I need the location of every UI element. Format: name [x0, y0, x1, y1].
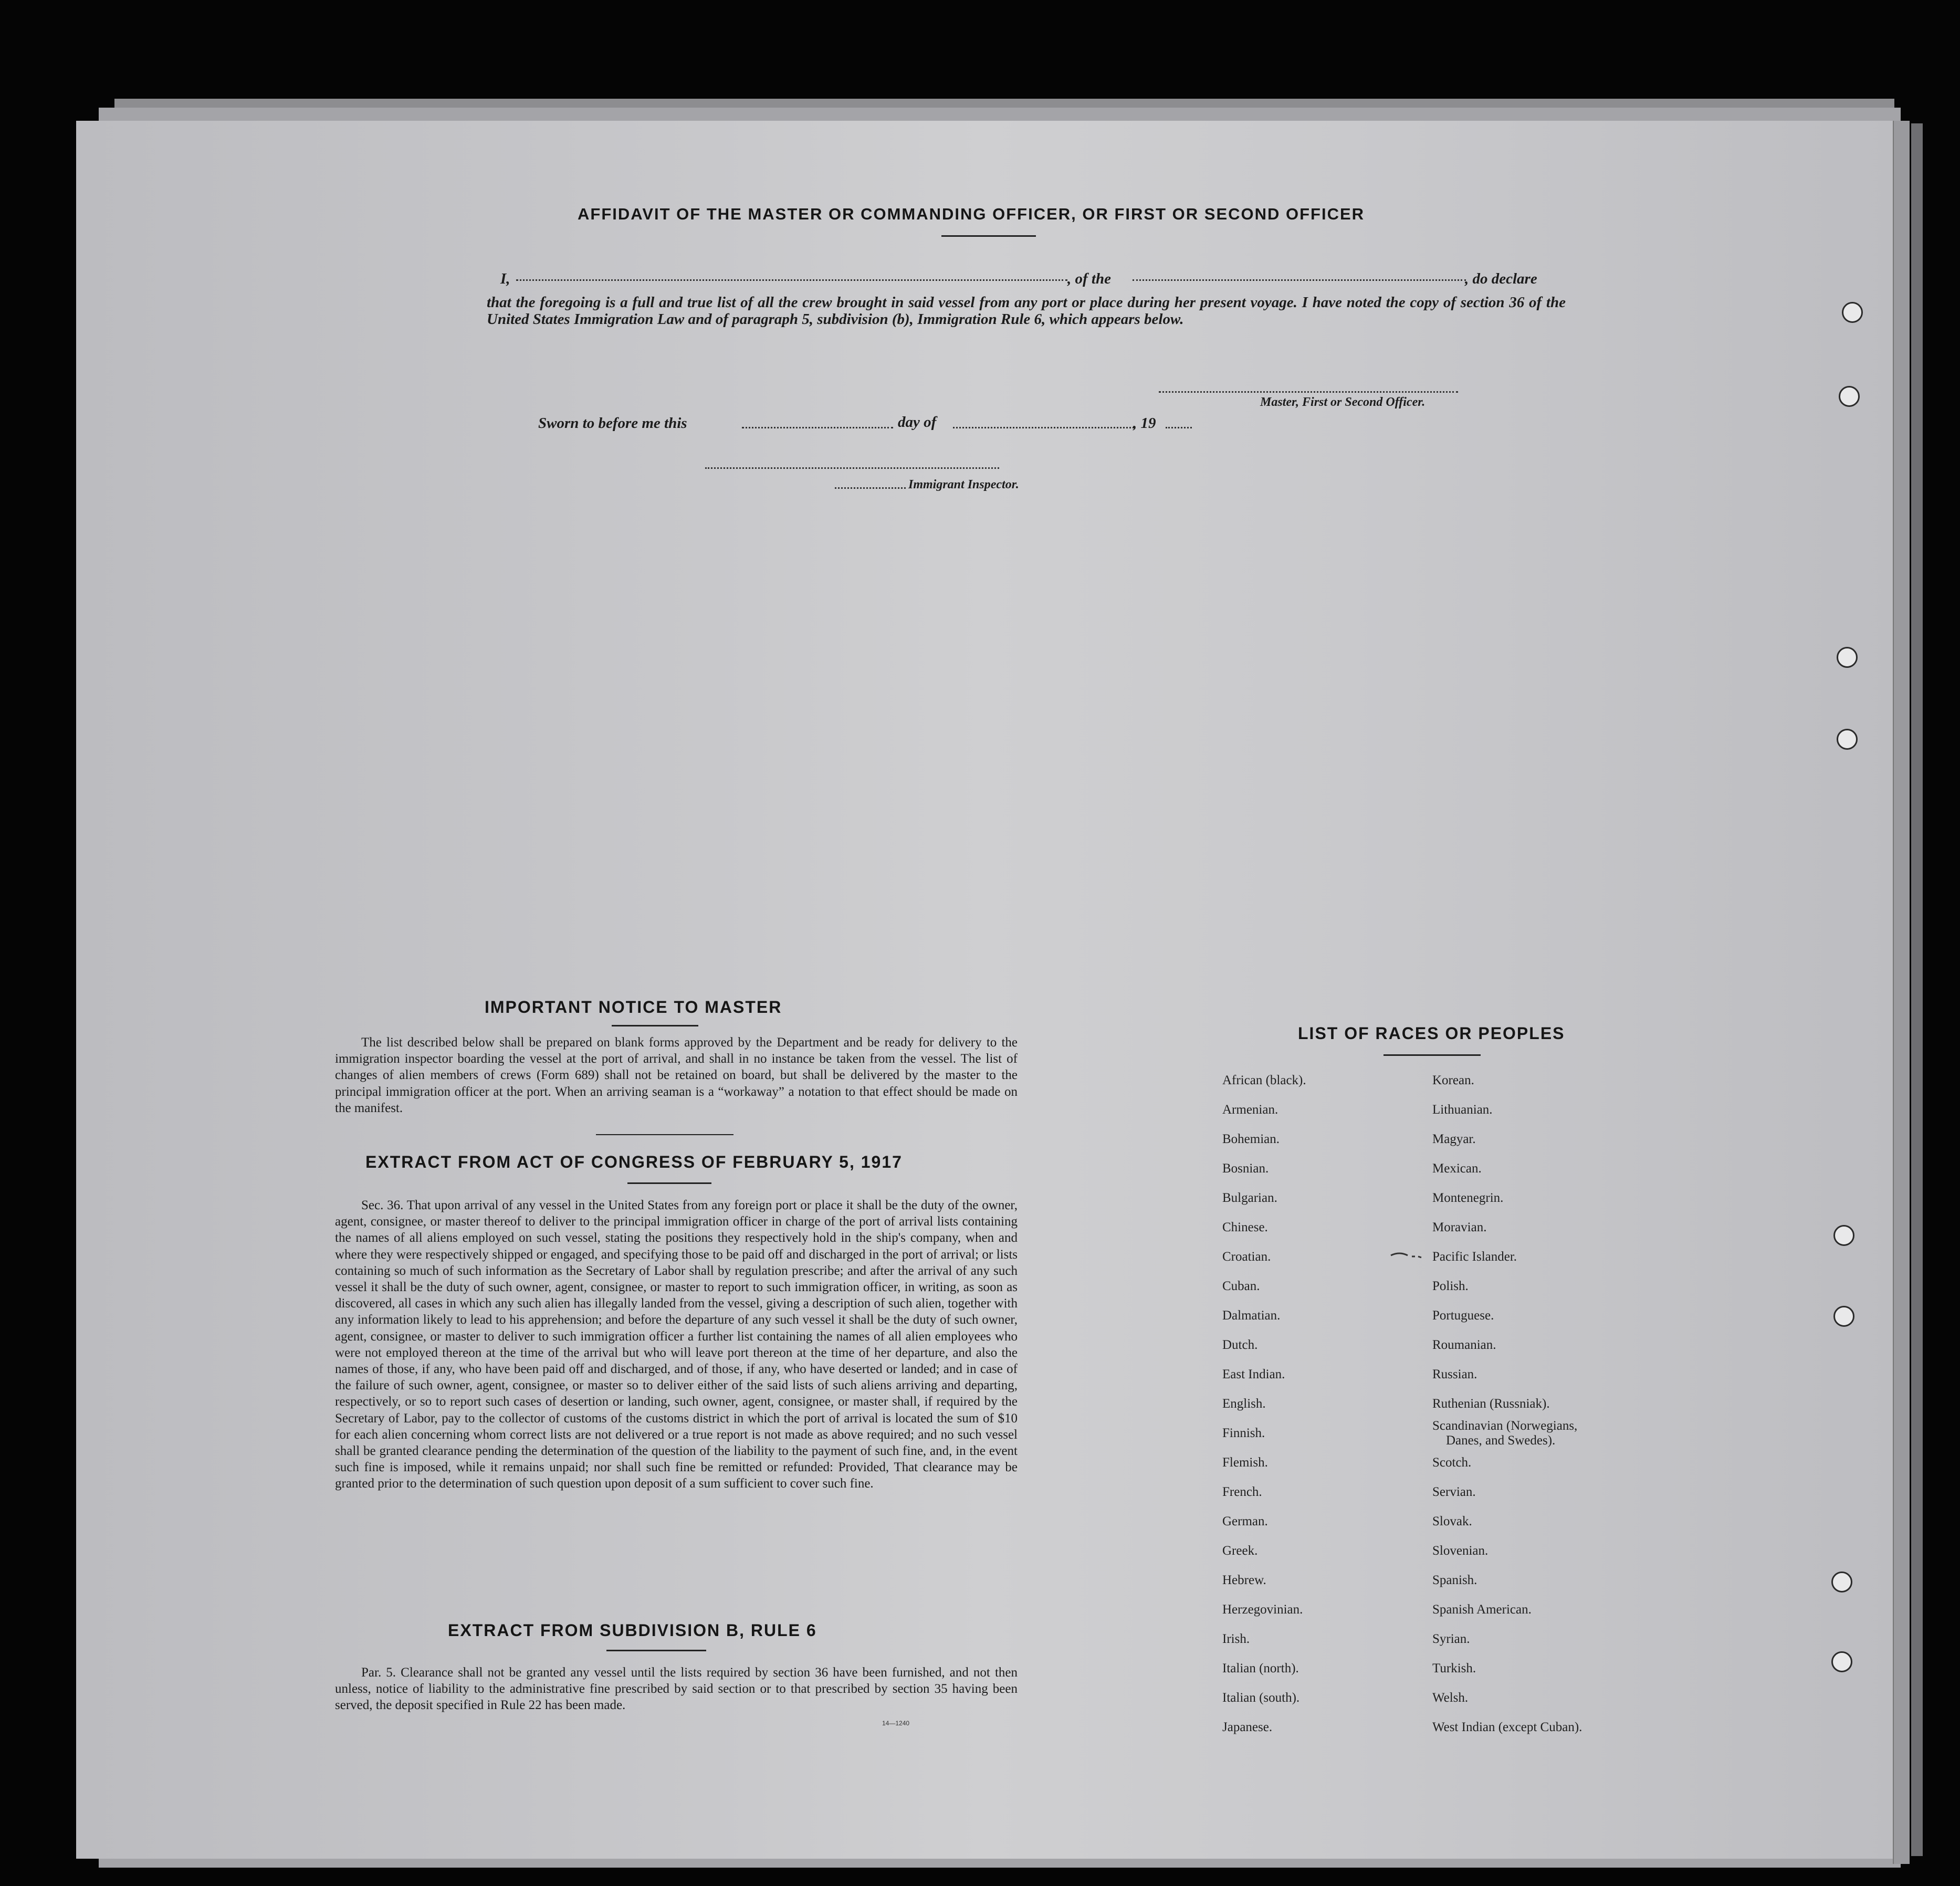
race-item: East Indian. — [1222, 1367, 1285, 1381]
race-item: English. — [1222, 1397, 1266, 1411]
binder-hole-icon — [1837, 729, 1858, 750]
form-code: 14—1240 — [882, 1720, 910, 1727]
race-item: Hebrew. — [1222, 1573, 1266, 1587]
inspector-signature-blank[interactable] — [705, 467, 999, 469]
signature-blank[interactable] — [1159, 391, 1458, 393]
race-item: Spanish American. — [1432, 1602, 1532, 1617]
race-item: Bohemian. — [1222, 1132, 1280, 1146]
affidavit-body: that the foregoing is a full and true list of all the crew brought in said vessel from any port or place during her present voyage. I have noted the copy of section 36 of the United States Immigration Law and of paragraph 5, subdivision (b), Immigration Rule 6, which appears below. — [487, 294, 1566, 328]
affidavit-title: AFFIDAVIT OF THE MASTER OR COMMANDING OFFICER, OR FIRST OR SECOND OFFICER — [578, 205, 1365, 223]
race-item: Finnish. — [1222, 1426, 1265, 1440]
race-item-scandinavian — [1432, 1419, 1582, 1448]
race-item: Bosnian. — [1222, 1161, 1269, 1176]
day-blank[interactable] — [742, 427, 893, 428]
month-blank[interactable] — [953, 427, 1134, 428]
race-item: Croatian. — [1222, 1250, 1271, 1264]
binder-hole-icon — [1839, 386, 1860, 407]
binder-hole-icon — [1837, 647, 1858, 668]
extract-act-title: EXTRACT FROM ACT OF CONGRESS OF FEBRUARY 5, 1917 — [365, 1152, 903, 1171]
inspector-lead-dots — [835, 487, 906, 489]
races-title: LIST OF RACES OR PEOPLES — [1298, 1024, 1565, 1043]
title-rule — [627, 1182, 711, 1184]
name-blank[interactable] — [516, 279, 1067, 281]
race-item: Chinese. — [1222, 1220, 1268, 1234]
race-item: Slovenian. — [1432, 1544, 1489, 1558]
notice-body — [335, 1034, 1018, 1116]
race-item: Italian (north). — [1222, 1661, 1299, 1675]
race-item: Syrian. — [1432, 1632, 1470, 1646]
title-rule — [1383, 1054, 1481, 1056]
race-item: French. — [1222, 1485, 1262, 1499]
race-item: Magyar. — [1432, 1132, 1476, 1146]
day-of: day of — [898, 414, 937, 431]
race-item: Armenian. — [1222, 1103, 1278, 1117]
title-rule — [606, 1650, 706, 1651]
race-item: Dalmatian. — [1222, 1308, 1281, 1323]
vessel-blank[interactable] — [1133, 279, 1466, 281]
inspector-caption: Immigrant Inspector. — [908, 478, 1019, 491]
race-item: Bulgarian. — [1222, 1191, 1277, 1205]
race-item: Cuban. — [1222, 1279, 1260, 1293]
extract-rule-body — [335, 1664, 1018, 1714]
race-item: Flemish. — [1222, 1455, 1268, 1470]
race-item: Herzegovinian. — [1222, 1602, 1303, 1617]
races-left-column — [1222, 1066, 1306, 1742]
race-item: Ruthenian (Russniak). — [1432, 1397, 1550, 1411]
sheet-edge — [1911, 123, 1923, 1856]
race-item: Moravian. — [1432, 1220, 1487, 1234]
race-item: African (black). — [1222, 1073, 1306, 1087]
binder-hole-icon — [1833, 1225, 1854, 1246]
par-5-paragraph: Par. 5. Clearance shall not be granted any vessel until the lists required by section 36 have been furnished, and not then unless, notice of liability to the administrative fine prescribed by said section or to that prescribed by section 35 having been served, the deposit specified in Rule 22 has been made. — [335, 1665, 1018, 1713]
binder-hole-icon — [1831, 1571, 1852, 1592]
race-item: Turkish. — [1432, 1661, 1476, 1675]
race-item: Portuguese. — [1432, 1308, 1494, 1323]
race-item: Korean. — [1432, 1073, 1474, 1087]
race-item: Dutch. — [1222, 1338, 1258, 1352]
race-item: Russian. — [1432, 1367, 1477, 1381]
binder-hole-icon — [1842, 302, 1863, 323]
race-item: Greek. — [1222, 1544, 1258, 1558]
race-item: Polish. — [1432, 1279, 1469, 1293]
race-item: Italian (south). — [1222, 1691, 1300, 1705]
document-page — [76, 121, 1893, 1859]
sworn-prefix: Sworn to before me this — [538, 415, 687, 432]
pencil-mark — [1389, 1247, 1426, 1263]
race-item: Scotch. — [1432, 1455, 1472, 1470]
title-rule — [612, 1025, 698, 1026]
race-item: West Indian (except Cuban). — [1432, 1720, 1582, 1734]
race-item: Pacific Islander. — [1432, 1250, 1517, 1264]
race-item: Irish. — [1222, 1632, 1250, 1646]
year-blank[interactable] — [1166, 427, 1192, 428]
binder-hole-icon — [1831, 1651, 1852, 1672]
affidavit-i-label: I, — [500, 270, 510, 287]
race-item: Mexican. — [1432, 1161, 1482, 1176]
races-right-column — [1432, 1066, 1582, 1742]
sheet-edge — [1893, 121, 1910, 1864]
race-item: Roumanian. — [1432, 1338, 1496, 1352]
race-item: Slovak. — [1432, 1514, 1472, 1528]
section-rule — [596, 1134, 733, 1135]
race-item: Lithuanian. — [1432, 1103, 1493, 1117]
extract-act-body — [335, 1197, 1018, 1492]
signature-caption: Master, First or Second Officer. — [1260, 395, 1426, 409]
extract-rule-title: EXTRACT FROM SUBDIVISION B, RULE 6 — [448, 1621, 817, 1640]
notice-paragraph: The list described below shall be prepared on blank forms approved by the Department and be ready for delivery to the immigration inspector boarding the vessel at the port of arrival, and shall in no instance be taken from the vessel. The list of changes of alien members of crews (Form 689) shall not be retained on board, but shall be delivered by the master to the principal immigration officer at the port. When an arriving seaman is a “workaway” a notation to that effect should be made on the manifest. — [335, 1035, 1018, 1115]
race-item: Japanese. — [1222, 1720, 1273, 1734]
race-item: Servian. — [1432, 1485, 1476, 1499]
race-item: Welsh. — [1432, 1691, 1469, 1705]
binder-hole-icon — [1833, 1306, 1854, 1327]
notice-title: IMPORTANT NOTICE TO MASTER — [485, 998, 782, 1017]
affidavit-do-declare: , do declare — [1465, 270, 1537, 287]
race-item-line: Scandinavian (Norwegians, — [1432, 1419, 1578, 1433]
year-prefix: , 19 — [1133, 415, 1156, 432]
race-item: Montenegrin. — [1432, 1191, 1504, 1205]
race-item: German. — [1222, 1514, 1268, 1528]
race-item: Spanish. — [1432, 1573, 1477, 1587]
race-item-continuation: Danes, and Swedes). — [1446, 1433, 1556, 1448]
title-rule — [941, 235, 1036, 237]
sec-36-paragraph: Sec. 36. That upon arrival of any vessel in the United States from any foreign port or place it shall be the duty of the owner, agent, consignee, or master thereof to deliver to the principal immigration officer in charge of the port of arrival lists containing the names of all aliens employed on such vessel, stating the positions they respectively hold in the ship's company, when and where they were respectively shipped or engaged, and specifying those to be paid off and discharged in the port of arrival; or lists containing so much of such information as the Secretary of Labor shall by regulation prescribe; and after the arrival of any such vessel it shall be the duty of such owner, agent, consignee, or master to report to such immigration officer, in writing, as soon as discovered, all cases in which any such alien has illegally landed from the vessel, giving a description of such alien, together with any information likely to lead to his apprehension; and before the departure of any such vessel it shall be the duty of such owner, agent, consignee, or master to deliver to such immigration officer a further list containing the names of all alien employees who were not employed thereon at the time of the arrival but who will leave port thereon at the time of her departure, and also the names of those, if any, who have been paid off and discharged, and of those, if any, who have deserted or landed; and in case of the failure of such owner, agent, consignee, or master so to deliver either of the said lists of such aliens arriving and departing, respectively, or so to report such cases of desertion or landing, such owner, agent, consignee, or master shall, if required by the Secretary of Labor, pay to the collector of customs of the customs district in which the port of arrival is located the sum of $10 for each alien concerning whom correct lists are not delivered or a true report is not made as above required; and no such vessel shall be granted clearance pending the determination of the question of the liability to the payment of such fine, and, in the event such fine is imposed, while it remains unpaid; nor shall such fine be remitted or refunded: Provided, That clearance may be granted prior to the determination of such question upon deposit of a sum sufficient to cover such fine. — [335, 1198, 1018, 1491]
affidavit-of-the: , of the — [1067, 270, 1111, 287]
